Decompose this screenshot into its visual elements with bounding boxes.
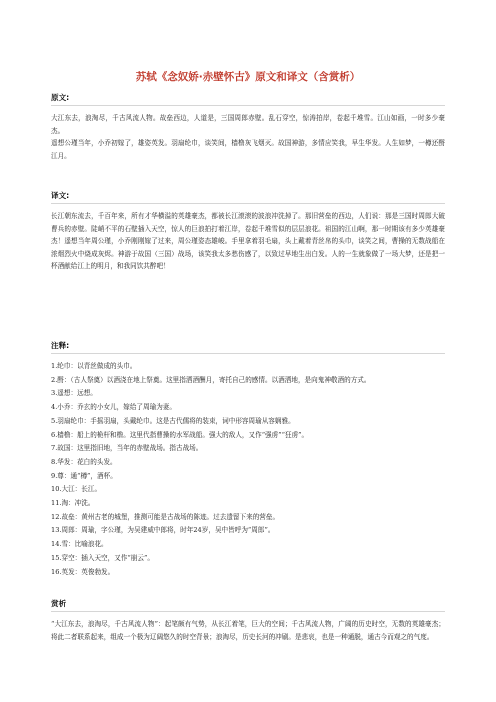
note-item: 9.尊：通“樽”，酒杯。	[51, 471, 117, 480]
note-item: 3.遥想：远想。	[51, 389, 97, 398]
translation-heading: 译文:	[51, 190, 445, 204]
original-heading: 原文:	[51, 92, 445, 106]
note-item: 14.雪：比喻浪花。	[51, 540, 108, 549]
note-item: 6.樯橹：船上的桅杆和橹。这里代指曹操的水军战船。强大的敌人，又作“强虏”“狂虏”。	[51, 430, 309, 439]
appreciation-paragraph: “大江东去，浪淘尽，千古风流人物”：起笔颇有气势，从长江着笔，巨大的空间；千古风流人物，广阔的历史时空，无数的英雄豪杰；将此二者联系起来，组成一个极为辽阔悠久的时空背景；浪淘尽，历史长河的冲刷。是悲哀，也是一种通脱，通古今而观之的气度。	[51, 620, 445, 641]
translation-section	[51, 190, 445, 273]
note-item: 1.纶巾：以青丝做成的头巾。	[51, 362, 137, 370]
note-item: 11.淘：冲洗。	[51, 499, 95, 508]
original-paragraph: 遥想公瑾当年，小乔初嫁了，雄姿英发。羽扇纶巾，谈笑间，樯橹灰飞烟灭。故国神游，多情应笑我，早生华发。人生如梦，一樽还酹江月。	[51, 139, 445, 160]
translation-paragraph: 长江朝东流去，千百年来，所有才华横溢的英雄豪杰，都被长江滚滚的波浪冲洗掉了。那旧营垒的西边，人们说：那是三国时周郎大破曹兵的赤壁。陡峭不平的石壁插入天空，惊人的巨浪拍打着江岸，卷起千堆雪似的层层浪花。祖国的江山啊，那一时期该有多少英雄豪杰！遥想当年周公瑾，小乔刚刚嫁了过来，周公瑾姿态雄峻。手里拿着羽毛扇，头上戴着青丝帛的头巾，谈笑之间，曹操的无数战船在浓烟烈火中烧成灰烬。神游于故国（三国）战场，该笑我太多愁伤感了，以致过早地生出白发。人的一生就象做了一场大梦，还是把一杯酒献给江上的明月，和我同饮共醉吧！	[51, 212, 445, 271]
note-item: 7.故国：这里指旧地，当年的赤壁战场。指古战场。	[51, 444, 203, 453]
original-paragraph: 大江东去，浪淘尽，千古风流人物。故垒西边，人道是，三国周郎赤壁。乱石穿空，惊涛拍岸，卷起千堆雪。江山如画，一时多少豪杰。	[51, 114, 445, 135]
appreciation-section	[51, 598, 445, 643]
notes-section	[51, 340, 445, 579]
note-item: 13.周郎：周瑜，字公瑾，为吴建威中郎将，时年24岁，吴中皆呼为“周郎”。	[51, 526, 275, 535]
note-item: 8.华发：花白的头发。	[51, 457, 117, 466]
note-item: 2.酹：（古人祭奠）以酒浇在地上祭奠。这里指洒酒酬月，寄托自己的感情。以酒洒地，是向鬼神敬酒的方式。	[51, 375, 371, 384]
original-section	[51, 92, 445, 162]
note-item: 15.穿空：插入天空，又作“崩云”。	[51, 553, 154, 562]
note-item: 12.故垒：黄州古老的城堡，推测可能是古战场的陈迹。过去遗留下来的营垒。	[51, 512, 280, 521]
document-title: 苏轼《念奴娇·赤壁怀古》原文和译文（含赏析）	[135, 71, 361, 83]
notes-heading: 注释:	[51, 340, 445, 354]
note-item: 5.羽扇纶巾：手摇羽扇，头戴纶巾。这是古代儒将的装束，词中形容周瑜从容娴雅。	[51, 416, 295, 425]
appreciation-heading: 赏析	[51, 598, 445, 612]
note-item: 16.英发：英俊勃发。	[51, 567, 115, 576]
note-item: 4.小乔：乔玄的小女儿，嫁给了周瑜为妻。	[51, 403, 176, 412]
note-item: 10.大江：长江。	[51, 485, 102, 494]
